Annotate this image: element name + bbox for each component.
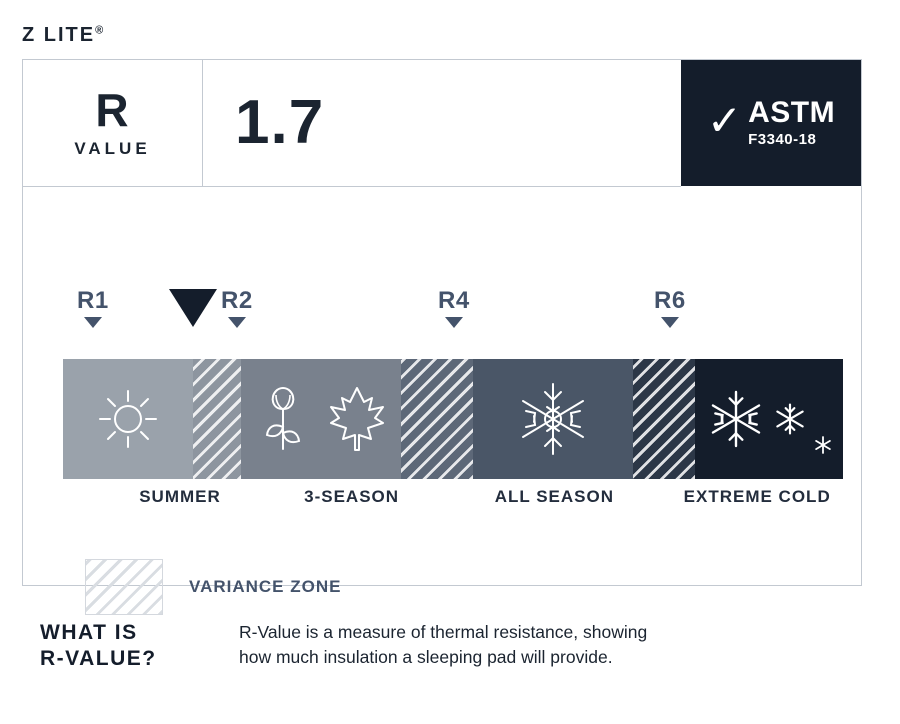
brand-title — [22, 24, 103, 47]
variance-zone-swatch — [85, 559, 163, 615]
current-value-marker-icon — [169, 289, 217, 327]
astm-title: ASTM — [748, 96, 836, 129]
tick-r2 — [221, 289, 253, 328]
snowflake-icon — [514, 380, 592, 458]
segment-variance-3 — [633, 359, 695, 479]
tick-label: R6 — [654, 287, 686, 314]
brand-name: Z LITE — [22, 24, 96, 46]
footer-title — [40, 620, 215, 673]
astm-badge — [681, 60, 861, 186]
check-icon: ✓ — [706, 97, 743, 144]
footer-title-line1: WHAT IS — [40, 621, 138, 644]
flower-icon — [254, 383, 312, 455]
tick-label: R4 — [438, 287, 470, 314]
category-all-season: ALL SEASON — [494, 487, 615, 506]
maple-leaf-icon — [326, 383, 388, 455]
value-word: VALUE — [74, 139, 151, 158]
astm-standard: F3340-18 — [748, 131, 817, 148]
tick-label: R1 — [77, 287, 109, 314]
scale-area — [23, 187, 861, 596]
snowflake-large-icon — [705, 388, 767, 450]
segment-all-season — [473, 359, 633, 479]
astm-text — [748, 98, 835, 148]
tick-label: R2 — [221, 287, 253, 314]
category-summer: SUMMER — [139, 487, 221, 506]
scale-ticks — [63, 289, 843, 341]
r-letter: R — [95, 84, 130, 136]
arrow-down-icon — [661, 317, 679, 328]
footer-explanation — [40, 620, 860, 673]
segment-variance-2 — [401, 359, 473, 479]
segment-variance-1 — [193, 359, 241, 479]
snowflake-medium-icon — [773, 402, 807, 436]
snowflake-small-icon — [813, 435, 833, 455]
registered-trademark-icon: ® — [95, 24, 104, 37]
category-extreme-cold: EXTREME COLD — [683, 487, 831, 506]
arrow-down-icon — [228, 317, 246, 328]
variance-zone-legend — [85, 559, 341, 615]
card-header — [23, 60, 861, 186]
footer-text-line1: R-Value is a measure of thermal resistance, showing — [239, 622, 648, 642]
category-labels — [63, 487, 843, 513]
footer-title-line2: R-VALUE? — [40, 647, 157, 671]
r-value-label-box — [23, 60, 203, 186]
category-3-season: 3-SEASON — [304, 487, 400, 506]
tick-r4 — [438, 289, 470, 328]
arrow-down-icon — [84, 317, 102, 328]
footer-text — [239, 620, 647, 671]
segment-summer — [63, 359, 193, 479]
segment-extreme-cold — [695, 359, 843, 479]
r-value-number-box — [203, 60, 681, 186]
arrow-down-icon — [445, 317, 463, 328]
segment-3-season — [241, 359, 401, 479]
r-value-number: 1.7 — [235, 88, 325, 157]
sun-icon — [97, 388, 159, 450]
footer-text-line2: how much insulation a sleeping pad will provide. — [239, 647, 613, 668]
tick-r1 — [77, 289, 109, 328]
r-value-card — [22, 59, 862, 596]
tick-r6 — [654, 289, 686, 328]
variance-zone-label: VARIANCE ZONE — [189, 577, 342, 596]
temperature-scale-bar — [63, 359, 843, 479]
